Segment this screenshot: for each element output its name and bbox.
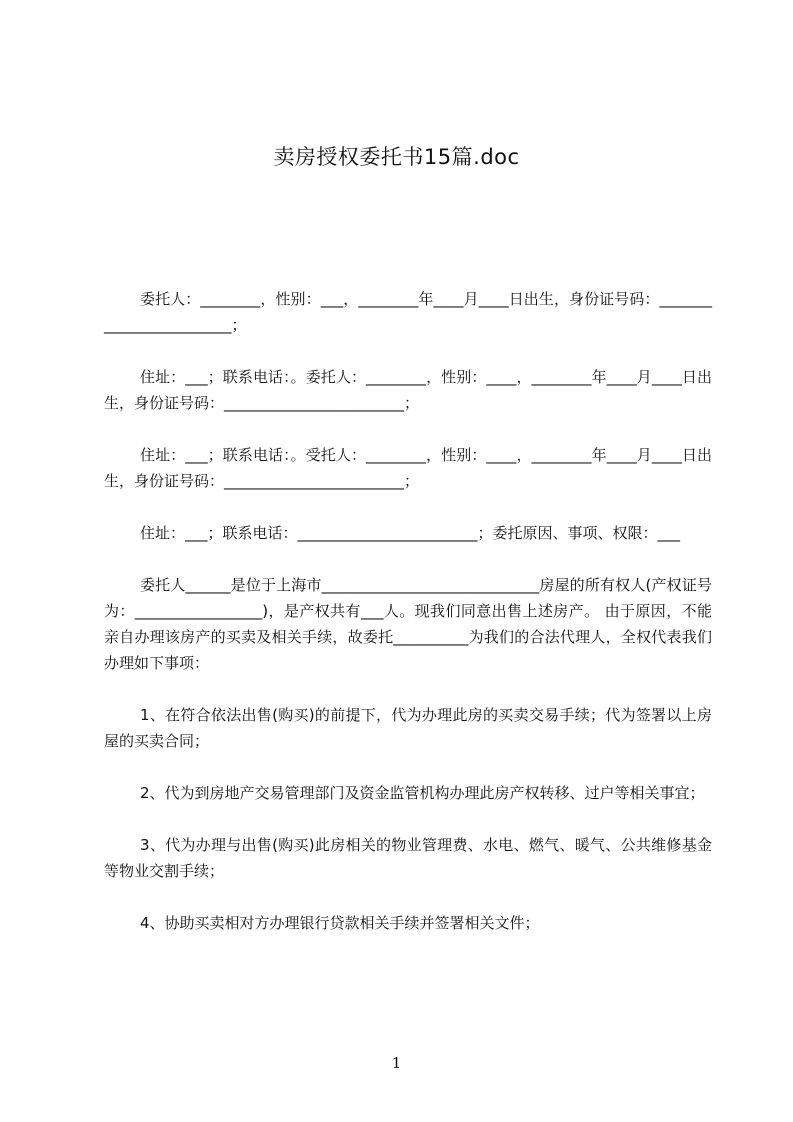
paragraph-item-3: 3、代为办理与出售(购买)此房相关的物业管理费、水电、燃气、暖气、公共维修基金等物业交割手续； (104, 836, 712, 880)
paragraph-principal-1: 委托人：________，性别：___，________年____月____日出生，身份证号码：________________________； (104, 290, 712, 334)
paragraph-item-2: 2、代为到房地产交易管理部门及资金监管机构办理此房产权转移、过户等相关事宜； (140, 784, 705, 802)
paragraph-principal-2: 住址：___；联系电话：。委托人：________，性别：____，________年____月____日出生，身份证号码：________________________； (104, 368, 712, 412)
paragraph-authorization: 委托人______是位于上海市_____________________________房屋的所有权人(产权证号为：_________________)，是产权共有___人。现我们同意出售上述房产。 由于原因，不能亲自办理该房产的买卖及相关手续，故委托__________为我们的合法代理人，全权代表我们办理如下事项： (104, 576, 712, 672)
paragraph-item-4: 4、协助买卖相对方办理银行贷款相关手续并签署相关文件； (140, 914, 540, 932)
paragraph-item-1: 1、在符合依法出售(购买)的前提下，代为办理此房的买卖交易手续；代为签署以上房屋的买卖合同； (104, 706, 712, 750)
document-title: 卖房授权委托书15篇.doc (273, 145, 520, 169)
paragraph-agent: 住址：___；联系电话：。受托人：________，性别：____，________年____月____日出生，身份证号码：________________________； (104, 446, 712, 490)
paragraph-reason: 住址：___；联系电话：________________________；委托原因、事项、权限：___ (140, 524, 681, 542)
page-number: 1 (391, 1054, 402, 1072)
document-body (104, 286, 712, 962)
